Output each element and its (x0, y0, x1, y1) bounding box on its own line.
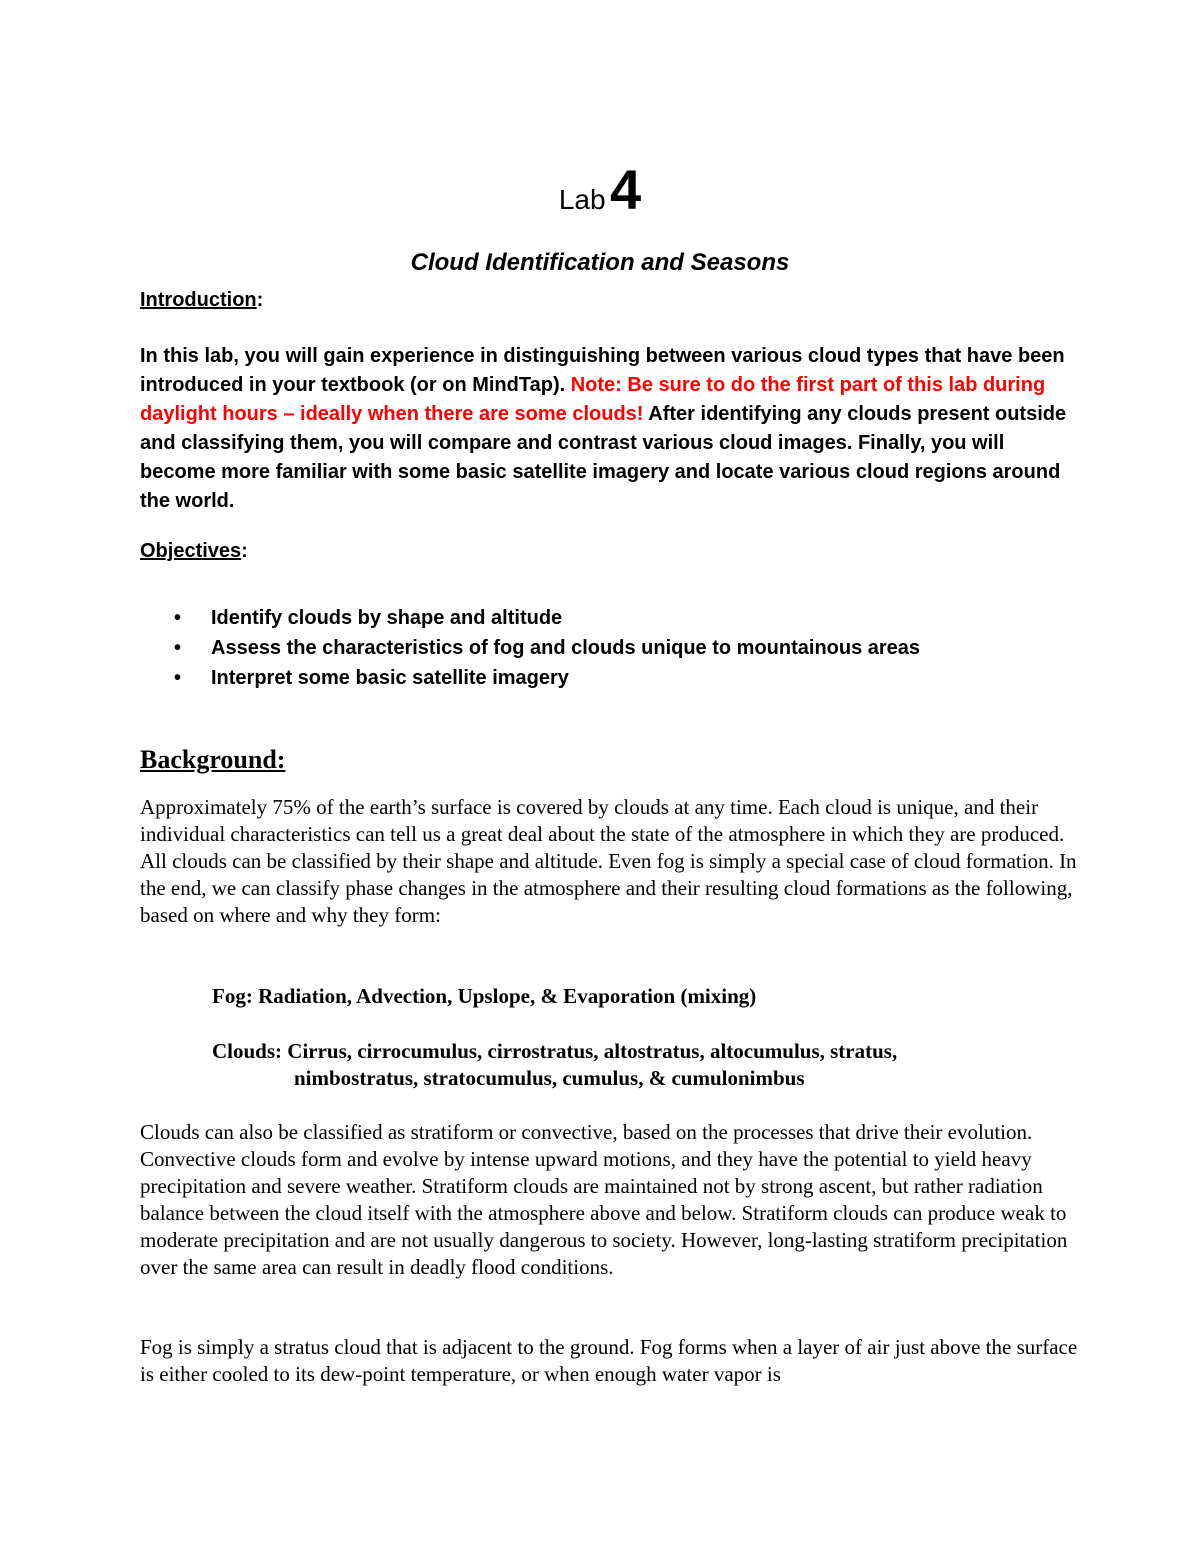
introduction-heading-text: Introduction (140, 289, 257, 311)
objective-text: Interpret some basic satellite imagery (211, 667, 569, 689)
background-heading: Background: (140, 745, 286, 774)
objective-text: Assess the characteristics of fog and clouds unique to mountainous areas (211, 637, 921, 659)
cloud-types-line-2: nimbostratus, stratocumulus, cumulus, & cumulonimbus (294, 1066, 805, 1090)
introduction-text-part2: After identifying any clouds present outside and classifying them, you will compare and contrast various cloud images. Finally, you will become more familiar with some basic satellite imagery and locate various cloud regions around the world. (140, 403, 1067, 512)
title-number: 4 (610, 158, 642, 221)
list-item (140, 603, 1080, 633)
bullet-icon: • (174, 667, 182, 689)
background-paragraph-1: Approximately 75% of the earth’s surface is covered by clouds at any time. Each cloud is unique, and their individual characteristics can tell us a great deal about the state of the atmosphere in which they are produced. All clouds can be classified by their shape and altitude. Even fog is simply a special case of cloud formation. In the end, we can classify phase changes in the atmosphere and their resulting cloud formations as the following, based on where and why they form: (140, 795, 1077, 927)
bullet-icon: • (174, 637, 182, 659)
title-word: Lab (558, 184, 606, 215)
introduction-paragraph (140, 342, 1080, 516)
cloud-types-block (212, 1038, 1032, 1092)
introduction-heading-colon: : (256, 289, 264, 311)
list-item (140, 633, 1080, 663)
page-title (0, 160, 1200, 235)
objectives-heading-text: Objectives (140, 540, 242, 562)
introduction-note: Note: Be sure to do the first part of this lab during daylight hours – ideally when there are some clouds! (140, 374, 1046, 425)
introduction-text-part1: In this lab, you will gain experience in distinguishing between various cloud types that have been introduced in your textbook (or on MindTap). (140, 345, 1065, 396)
cloud-types-line-1: Clouds: Cirrus, cirrocumulus, cirrostratus, altostratus, altocumulus, stratus, (212, 1039, 898, 1063)
list-item (140, 663, 1080, 693)
background-paragraph-2: Clouds can also be classified as stratiform or convective, based on the processes that drive their evolution. Convective clouds form and evolve by intense upward motions, and they have the potential to yield heavy precipitation and severe weather. Stratiform clouds are maintained not by strong ascent, but rather radiation balance between the cloud itself with the atmosphere above and below. Stratiform clouds can produce weak to moderate precipitation and are not usually dangerous to society. However, long-lasting stratiform precipitation over the same area can result in deadly flood conditions. (140, 1120, 1068, 1279)
background-paragraph-3: Fog is simply a stratus cloud that is adjacent to the ground. Fog forms when a layer of air just above the surface is either cooled to its dew-point temperature, or when enough water vapor is (140, 1335, 1078, 1386)
page-subtitle: Cloud Identification and Seasons (410, 249, 790, 276)
objective-text: Identify clouds by shape and altitude (211, 607, 563, 629)
objectives-list (140, 603, 1080, 693)
bullet-icon: • (174, 607, 182, 629)
objectives-heading-colon: : (241, 540, 248, 562)
objectives-heading (140, 540, 1080, 563)
fog-types-line: Fog: Radiation, Advection, Upslope, & Evaporation (mixing) (212, 984, 757, 1008)
introduction-heading (140, 289, 1080, 312)
